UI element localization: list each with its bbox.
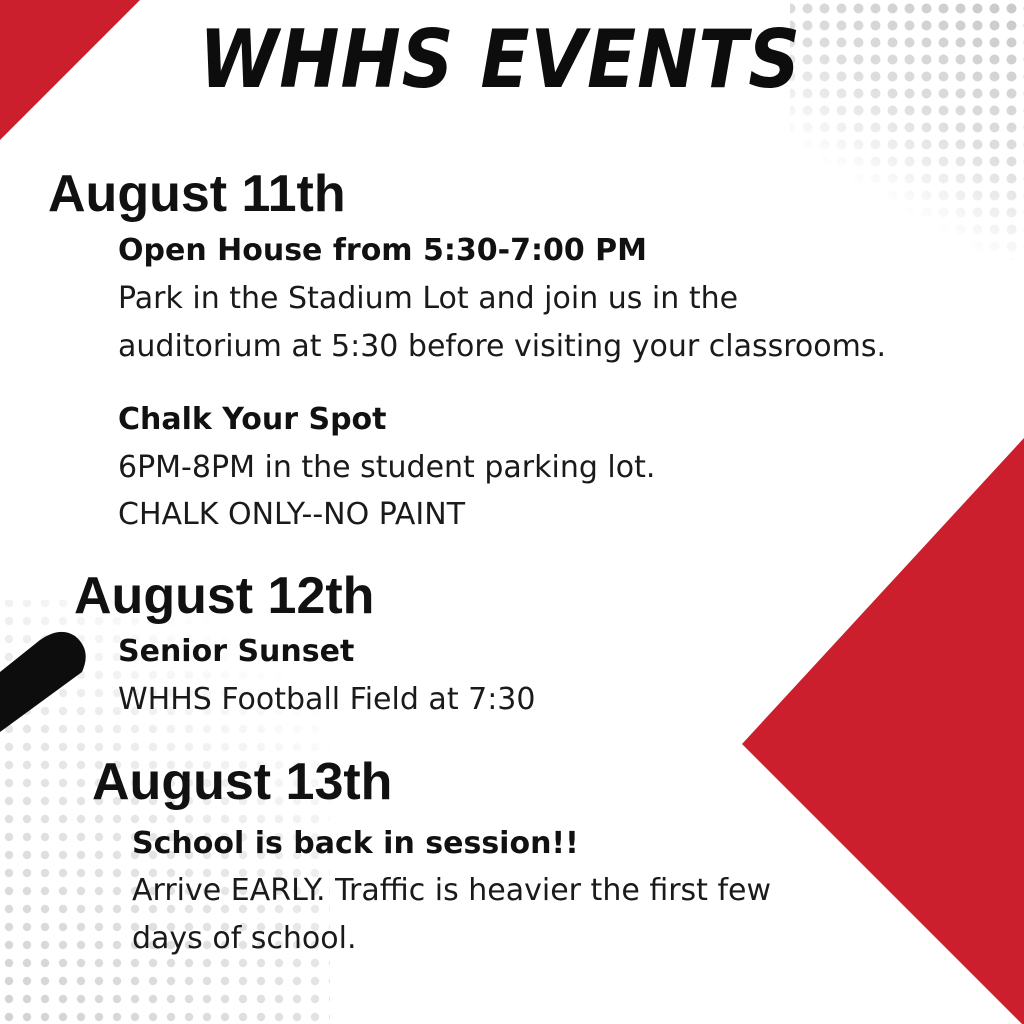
flyer-title: WHHS EVENTS — [198, 13, 802, 106]
event-line: CHALK ONLY--NO PAINT — [118, 497, 466, 532]
event-line: days of school. — [132, 921, 357, 956]
event-line: Park in the Stadium Lot and join us in the — [118, 281, 739, 316]
event-line: 6PM-8PM in the student parking lot. — [118, 450, 656, 485]
red-shape-right — [742, 438, 1024, 1024]
date-heading-august-12: August 12th — [74, 567, 375, 625]
event-heading-open-house: Open House from 5:30-7:00 PM — [118, 233, 647, 268]
event-heading-senior-sunset: Senior Sunset — [118, 634, 355, 669]
date-heading-august-13: August 13th — [92, 753, 393, 811]
event-line: WHHS Football Field at 7:30 — [118, 682, 536, 717]
event-heading-school-in-session: School is back in session!! — [132, 826, 579, 861]
event-line: auditorium at 5:30 before visiting your classrooms. — [118, 329, 886, 364]
event-heading-chalk-your-spot: Chalk Your Spot — [118, 402, 387, 437]
date-heading-august-11: August 11th — [48, 165, 346, 223]
event-line: Arrive EARLY. Traffic is heavier the first few — [132, 873, 772, 908]
